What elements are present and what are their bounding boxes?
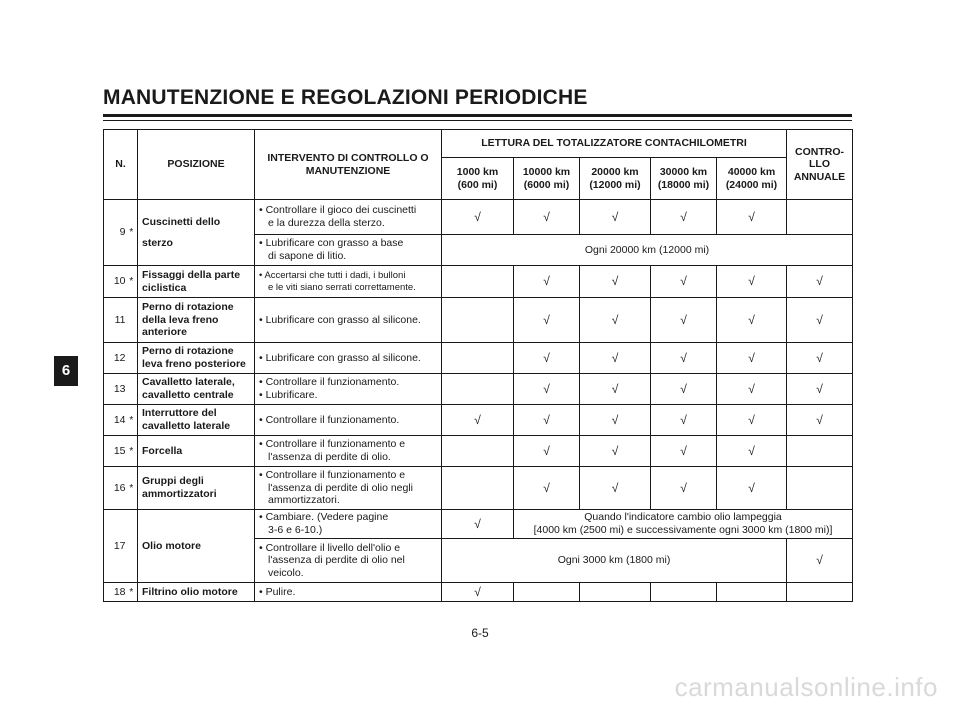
check-cell: √ (514, 467, 580, 510)
check-cell: √ (651, 405, 717, 436)
check-cell (717, 583, 787, 602)
action-cell: • Controllare il funzionamento. (255, 405, 442, 436)
check-cell (787, 200, 853, 235)
action-cell: • Controllare il funzionamento. • Lubrificare. (255, 374, 442, 405)
action-cell: • Accertarsi che tutti i dadi, i bulloni e le viti siano serrati correttamente. (255, 266, 442, 298)
check-cell: √ (514, 436, 580, 467)
check-cell: √ (580, 266, 651, 298)
action-cell: • Lubrificare con grasso al silicone. (255, 343, 442, 374)
item-number: 11 (104, 298, 126, 343)
position-cell: Gruppi degli ammortizzatori (138, 467, 255, 510)
item-number: 15 (104, 436, 126, 467)
position-cell: Fissaggi della parte ciclistica (138, 266, 255, 298)
item-number: 17 (104, 510, 126, 583)
position-cell: Forcella (138, 436, 255, 467)
action-cell: • Lubrificare con grasso a base di sapone di litio. (255, 235, 442, 266)
check-cell: √ (717, 436, 787, 467)
check-cell: √ (717, 374, 787, 405)
header-odo-4: 30000 km (18000 mi) (651, 158, 717, 200)
check-cell (580, 583, 651, 602)
check-cell: √ (442, 583, 514, 602)
table-row (104, 436, 853, 467)
check-cell: √ (514, 200, 580, 235)
check-cell: √ (580, 343, 651, 374)
asterisk-marker: * (126, 200, 138, 266)
interval-note: Ogni 20000 km (12000 mi) (442, 235, 853, 266)
check-cell (442, 374, 514, 405)
check-cell: √ (442, 200, 514, 235)
table-row (104, 343, 853, 374)
check-cell: √ (651, 436, 717, 467)
check-cell: √ (717, 343, 787, 374)
position-cell: Cuscinetti dello sterzo (138, 200, 255, 266)
asterisk-marker: * (126, 405, 138, 436)
table-row (104, 266, 853, 298)
header-odo-1: 1000 km (600 mi) (442, 158, 514, 200)
header-position: POSIZIONE (138, 130, 255, 200)
check-cell: √ (787, 405, 853, 436)
asterisk-marker: * (126, 436, 138, 467)
check-cell: √ (717, 405, 787, 436)
action-cell: • Pulire. (255, 583, 442, 602)
check-cell: √ (651, 200, 717, 235)
check-cell: √ (442, 510, 514, 539)
check-cell: √ (580, 467, 651, 510)
check-cell: √ (514, 343, 580, 374)
check-cell: √ (580, 374, 651, 405)
page-title: MANUTENZIONE E REGOLAZIONI PERIODICHE (103, 86, 588, 109)
asterisk-marker: * (126, 467, 138, 510)
check-cell (787, 436, 853, 467)
check-cell: √ (787, 266, 853, 298)
item-number: 14 (104, 405, 126, 436)
check-cell (442, 298, 514, 343)
check-cell: √ (651, 343, 717, 374)
check-cell: √ (442, 405, 514, 436)
check-cell: √ (651, 467, 717, 510)
header-odometer: LETTURA DEL TOTALIZZATORE CONTACHILOMETRI (442, 130, 787, 158)
check-cell: √ (787, 298, 853, 343)
check-cell: √ (717, 266, 787, 298)
title-rule-thick (103, 114, 852, 117)
check-cell: √ (787, 539, 853, 583)
check-cell: √ (717, 200, 787, 235)
table-row (104, 583, 853, 602)
check-cell: √ (580, 405, 651, 436)
header-annual: CONTRO-LLO ANNUALE (787, 130, 853, 200)
item-number: 10 (104, 266, 126, 298)
check-cell: √ (514, 266, 580, 298)
check-cell: √ (717, 467, 787, 510)
table-header-row (104, 130, 853, 158)
position-cell: Perno di rotazione della leva freno anteriore (138, 298, 255, 343)
check-cell: √ (787, 343, 853, 374)
title-rule-thin (103, 120, 852, 121)
table-row (104, 510, 853, 539)
header-action: INTERVENTO DI CONTROLLO O MANUTENZIONE (255, 130, 442, 200)
item-number: 18 (104, 583, 126, 602)
asterisk-marker: * (126, 583, 138, 602)
check-cell (651, 583, 717, 602)
item-number: 12 (104, 343, 126, 374)
interval-note: Ogni 3000 km (1800 mi) (442, 539, 787, 583)
action-cell: • Cambiare. (Vedere pagine 3-6 e 6-10.) (255, 510, 442, 539)
maintenance-table (103, 129, 853, 602)
check-cell (787, 467, 853, 510)
header-odo-3: 20000 km (12000 mi) (580, 158, 651, 200)
position-cell: Cavalletto laterale, cavalletto centrale (138, 374, 255, 405)
header-odo-5: 40000 km (24000 mi) (717, 158, 787, 200)
check-cell: √ (514, 374, 580, 405)
item-number: 9 (104, 200, 126, 266)
item-number: 16 (104, 467, 126, 510)
table-row (104, 405, 853, 436)
item-number: 13 (104, 374, 126, 405)
check-cell: √ (651, 266, 717, 298)
check-cell: √ (514, 298, 580, 343)
check-cell (442, 266, 514, 298)
check-cell: √ (580, 298, 651, 343)
asterisk-marker (126, 343, 138, 374)
page-number: 6-5 (471, 626, 489, 640)
watermark: carmanualsonline.info (674, 672, 938, 702)
position-cell: Filtrino olio motore (138, 583, 255, 602)
asterisk-marker: * (126, 266, 138, 298)
interval-note: Quando l'indicatore cambio olio lampeggia [4000 km (2500 mi) e successivamente ogni 3000 km (1800 mi)] (514, 510, 853, 539)
asterisk-marker (126, 510, 138, 583)
check-cell (514, 583, 580, 602)
position-cell: Perno di rotazione leva freno posteriore (138, 343, 255, 374)
check-cell: √ (651, 298, 717, 343)
action-cell: • Controllare il gioco dei cuscinetti e la durezza della sterzo. (255, 200, 442, 235)
asterisk-marker (126, 374, 138, 405)
check-cell: √ (717, 298, 787, 343)
check-cell: √ (580, 436, 651, 467)
header-n: N. (104, 130, 138, 200)
action-cell: • Controllare il livello dell'olio e l'assenza di perdite di olio nel veicolo. (255, 539, 442, 583)
check-cell: √ (787, 374, 853, 405)
action-cell: • Lubrificare con grasso al silicone. (255, 298, 442, 343)
check-cell: √ (514, 405, 580, 436)
action-cell: • Controllare il funzionamento e l'assenza di perdite di olio negli ammortizzatori. (255, 467, 442, 510)
check-cell (787, 583, 853, 602)
header-odo-2: 10000 km (6000 mi) (514, 158, 580, 200)
table-row (104, 298, 853, 343)
table-row (104, 200, 853, 235)
check-cell (442, 343, 514, 374)
position-cell: Interruttore del cavalletto laterale (138, 405, 255, 436)
asterisk-marker (126, 298, 138, 343)
table-row (104, 467, 853, 510)
position-cell: Olio motore (138, 510, 255, 583)
action-cell: • Controllare il funzionamento e l'assenza di perdite di olio. (255, 436, 442, 467)
check-cell (442, 467, 514, 510)
table-row (104, 374, 853, 405)
chapter-tab: 6 (54, 356, 78, 386)
check-cell (442, 436, 514, 467)
check-cell: √ (651, 374, 717, 405)
check-cell: √ (580, 200, 651, 235)
